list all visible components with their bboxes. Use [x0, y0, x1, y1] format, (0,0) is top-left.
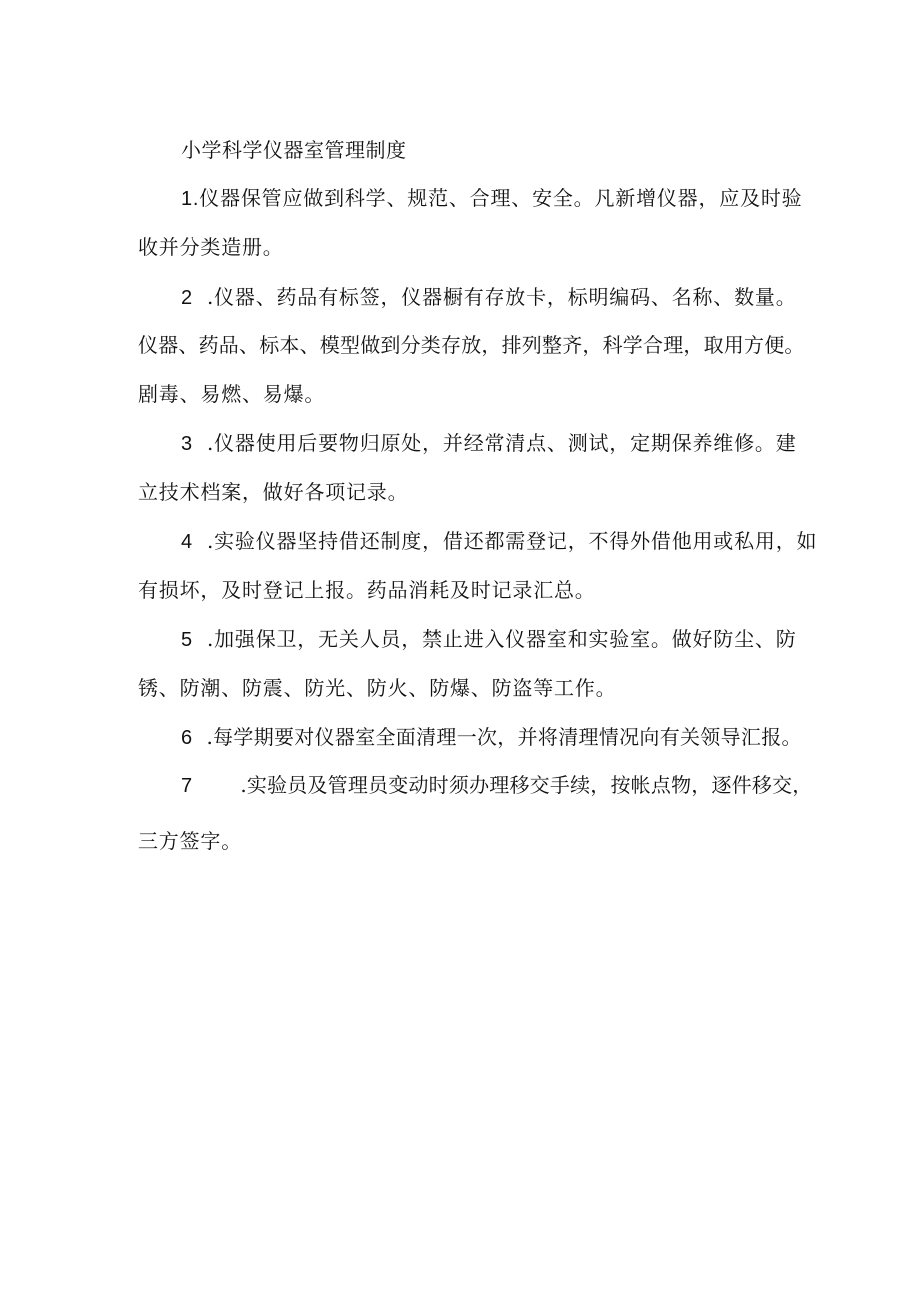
item-text: .每学期要对仪器室全面清理一次，并将清理情况向有关领导汇报。: [206, 725, 802, 749]
item-text: .实验员及管理员变动时须办理移交手续，按帐点物，逐件移交，: [240, 773, 813, 797]
item-4-line-2: 有损坏，及时登记上报。药品消耗及时记录汇总。: [138, 578, 596, 602]
item-5-line-1: [181, 624, 797, 655]
item-4-line-1: [181, 526, 817, 557]
item-3-line-1: [181, 428, 797, 459]
item-6-line-1: [181, 722, 802, 753]
item-3-line-2: 立技术档案，做好各项记录。: [138, 480, 409, 504]
item-number: 5: [181, 629, 193, 651]
item-text: 仪器保管应做到科学、规范、合理、安全。凡新增仪器，应及时验: [199, 186, 803, 210]
item-1-line-1: [181, 183, 802, 214]
item-number: 4: [181, 531, 193, 553]
document-title: 小学科学仪器室管理制度: [181, 138, 407, 162]
item-text: .仪器、药品有标签，仪器橱有存放卡，标明编码、名称、数量。: [206, 285, 797, 309]
item-number: 6: [181, 727, 193, 749]
item-number: 7: [181, 775, 193, 797]
item-2-line-2: 仪器、药品、标本、模型做到分类存放，排列整齐，科学合理，取用方便。: [138, 333, 805, 357]
item-7-line-1: [181, 770, 813, 801]
item-number: 2: [181, 287, 193, 309]
item-text: .仪器使用后要物归原处，并经常清点、测试，定期保养维修。建: [206, 431, 797, 455]
item-text: .加强保卫，无关人员，禁止进入仪器室和实验室。做好防尘、防: [206, 627, 797, 651]
item-2-line-3: 剧毒、易燃、易爆。: [138, 382, 326, 406]
item-5-line-2: 锈、防潮、防震、防光、防火、防爆、防盗等工作。: [138, 676, 617, 700]
item-number: 1.: [181, 188, 200, 210]
item-number: 3: [181, 433, 193, 455]
item-text: .实验仪器坚持借还制度，借还都需登记，不得外借他用或私用，如: [206, 529, 818, 553]
item-1-line-2: 收并分类造册。: [138, 235, 284, 259]
item-2-line-1: [181, 282, 797, 313]
item-7-line-2: 三方签字。: [138, 829, 242, 853]
